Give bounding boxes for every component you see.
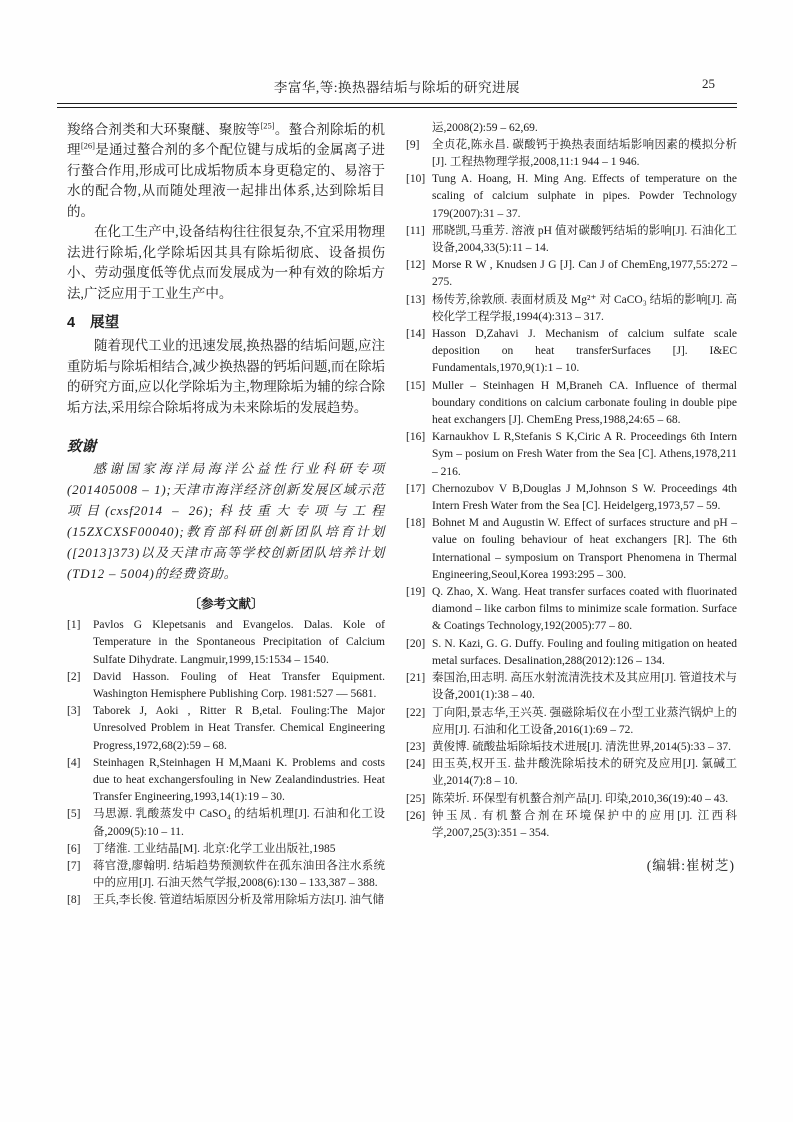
section-heading-outlook bbox=[67, 311, 385, 332]
reference-label bbox=[406, 120, 432, 137]
reference-text: 丁绪淮. 工业结晶[M]. 北京:化学工业出版社,1985 bbox=[93, 842, 336, 855]
header-double-rule bbox=[57, 103, 737, 108]
reference-label: [3] bbox=[67, 705, 81, 718]
reference-item bbox=[406, 378, 737, 430]
reference-label: [20] bbox=[406, 637, 426, 650]
reference-item bbox=[67, 755, 385, 807]
reference-text: Morse R W , Knudsen J G [J]. Can J of ChemEng,1977,55:272 – 275. bbox=[432, 259, 737, 289]
reference-label: [22] bbox=[406, 706, 426, 719]
reference-item bbox=[406, 429, 737, 481]
reference-item bbox=[67, 892, 385, 909]
reference-list-right bbox=[406, 120, 737, 843]
reference-item-continuation bbox=[406, 120, 737, 137]
reference-label: [14] bbox=[406, 328, 426, 341]
reference-text: Bohnet M and Augustin W. Effect of surfaces structure and pH – value on fouling behaviour of heat exchangers [R]. The 6th International – symposium on Transport Phenomena in Thermal Engineering,Seoul,Korea 1993:295 – 300. bbox=[432, 517, 737, 581]
reference-item bbox=[406, 739, 737, 756]
reference-label: [16] bbox=[406, 431, 426, 444]
reference-item bbox=[406, 670, 737, 704]
reference-text: 蒋官澄,廖翰明. 结垢趋势预测软件在孤东油田各注水系统中的应用[J]. 石油天然气学报,2008(6):130 – 133,387 – 388. bbox=[93, 859, 385, 890]
reference-text: 田玉英,权开玉. 盐井酸洗除垢技术的研究及应用[J]. 氯碱工业,2014(7):8 – 10. bbox=[432, 758, 737, 788]
content-columns bbox=[57, 120, 737, 910]
reference-item bbox=[406, 481, 737, 515]
reference-text: 秦国治,田志明. 高压水射流清洗技术及其应用[J]. 管道技术与设备,2001(1):38 – 40. bbox=[432, 672, 737, 702]
reference-item bbox=[67, 841, 385, 858]
reference-label: [13] bbox=[406, 293, 426, 306]
reference-label: [17] bbox=[406, 482, 426, 495]
reference-text: 陈荣圻. 环保型有机螯合剂产品[J]. 印染,2010,36(19):40 – 43. bbox=[432, 792, 729, 805]
reference-item bbox=[67, 858, 385, 892]
reference-item bbox=[67, 617, 385, 669]
reference-item bbox=[406, 515, 737, 584]
reference-label: [21] bbox=[406, 672, 426, 685]
reference-label: [2] bbox=[67, 670, 81, 683]
reference-label: [26] bbox=[406, 809, 426, 822]
reference-text: Pavlos G Klepetsanis and Evangelos. Dalas. Kole of Temperature in the Spontaneous Precipitation of Calcium Sulfate Dihydrate. Langmuir,1999,15:1534 – 1540. bbox=[93, 619, 385, 666]
citation-superscript-25: [25] bbox=[260, 120, 275, 131]
paragraph-text: 是通过螯合剂的多个配位键与成垢的金属离子进行螯合作用,形成可比成垢物质本身更稳定的、易溶于水的配合物,从而随处理液一起排出体系,达到除垢目的。 bbox=[67, 142, 386, 219]
editor-credit: (编辑:崔树芝) bbox=[646, 858, 735, 874]
reference-list-left bbox=[67, 617, 385, 909]
reference-text: 丁向阳,景志华,王兴英. 强磁除垢仪在小型工业蒸汽锅炉上的应用[J]. 石油和化工设备,2016(1):69 – 72. bbox=[432, 706, 737, 736]
reference-text: Karnaukhov L R,Stefanis S K,Ciric A R. Proceedings 6th Intern Sym – posium on Fresh Water from the Sea [C]. Athens,1978,211 – 216. bbox=[432, 431, 737, 478]
reference-label: [18] bbox=[406, 517, 426, 530]
reference-label: [12] bbox=[406, 259, 426, 272]
paragraph-outlook: 随着现代工业的迅速发展,换热器的结垢问题,应注重防垢与除垢相结合,减少换热器的钙垢问题,而在除垢的研究方面,应以化学除垢为主,物理除垢为辅的综合除垢方法,采用综合除垢将成为未来除垢的发展趋势。 bbox=[67, 338, 385, 415]
reference-item bbox=[406, 791, 737, 808]
reference-text: Taborek J, Aoki , Ritter R B,etal. Fouling:The Major Unresolved Problem in Heat Transfer. Chemical Engineering Progress,1972,68(2):59 – 68. bbox=[93, 705, 385, 752]
reference-text: 运,2008(2):59 – 62,69. bbox=[432, 121, 538, 134]
reference-text: 钟玉凤. 有机螯合剂在环境保护中的应用[J]. 江西科学,2007,25(3):351 – 354. bbox=[432, 809, 737, 839]
reference-label: [5] bbox=[67, 808, 81, 821]
reference-item bbox=[406, 257, 737, 291]
reference-label: [15] bbox=[406, 379, 426, 392]
reference-label: [24] bbox=[406, 758, 426, 771]
reference-label: [10] bbox=[406, 173, 426, 186]
reference-text: 杨传芳,徐敦颀. 表面材质及 Mg²⁺ 对 CaCO₃ 结垢的影响[J]. 高校化学工程学报,1994(4):313 – 317. bbox=[432, 293, 737, 323]
section-title: 展望 bbox=[90, 315, 120, 332]
reference-label: [8] bbox=[67, 894, 81, 907]
reference-item bbox=[67, 806, 385, 840]
reference-item bbox=[67, 703, 385, 755]
reference-label: [9] bbox=[406, 138, 420, 151]
reference-item bbox=[406, 326, 737, 378]
reference-text: Muller – Steinhagen H M,Braneh CA. Influence of thermal boundary conditions on calcium carbonate fouling in double pipe heat exchangers [J]. ChemEng Press,1988,24:65 – 68. bbox=[432, 379, 737, 427]
reference-text: David Hasson. Fouling of Heat Transfer Equipment. Washington Hemisphere Publishing Corp. 1981:527 — 5681. bbox=[93, 670, 385, 700]
right-column bbox=[406, 120, 737, 910]
reference-label: [1] bbox=[67, 619, 81, 632]
reference-label: [11] bbox=[406, 224, 425, 237]
section-number: 4 bbox=[67, 315, 76, 332]
paragraph-chemical-descaling: 在化工生产中,设备结构往往很复杂,不宜采用物理法进行除垢,化学除垢因其具有除垢彻底、设备损伤小、劳动强度低等优点而发展成为一种有效的除垢方法,广泛应用于工业生产中。 bbox=[67, 224, 385, 301]
reference-item bbox=[406, 705, 737, 739]
acknowledgement-heading: 致谢 bbox=[67, 439, 96, 456]
reference-text: Tung A. Hoang, H. Ming Ang. Effects of temperature on the scaling of calcium sulphate in pipes. Powder Technology 179(2007):31 – 37. bbox=[432, 173, 737, 220]
reference-label: [19] bbox=[406, 586, 426, 599]
reference-text: 马思源. 乳酸蒸发中 CaSO₄ 的结垢机理[J]. 石油和化工设备,2009(5):10 – 11. bbox=[93, 808, 385, 838]
page-content bbox=[57, 0, 737, 910]
reference-item bbox=[406, 584, 737, 636]
reference-item bbox=[67, 669, 385, 703]
citation-superscript-26: [26] bbox=[80, 140, 95, 151]
reference-text: Q. Zhao, X. Wang. Heat transfer surfaces coated with fluorinated diamond – like carbon films to minimize scale formation. Surface & Coatings Technology,192(2005):77 – 80. bbox=[432, 586, 737, 633]
reference-label: [7] bbox=[67, 859, 81, 872]
reference-item bbox=[406, 171, 737, 223]
page-header bbox=[57, 76, 737, 96]
reference-item bbox=[406, 292, 737, 326]
reference-item bbox=[406, 808, 737, 842]
page-number: 25 bbox=[702, 76, 715, 91]
reference-label: [4] bbox=[67, 756, 81, 769]
reference-text: 王兵,李长俊. 管道结垢原因分析及常用除垢方法[J]. 油气储 bbox=[93, 894, 385, 907]
reference-item bbox=[406, 223, 737, 257]
running-title: 李富华,等:换热器结垢与除垢的研究进展 bbox=[273, 80, 521, 95]
reference-text: Hasson D,Zahavi J. Mechanism of calcium sulfate scale deposition on heat transferSurfaces [J]. I&EC Fundamentals,1970,9(1):1 – 10. bbox=[432, 328, 737, 375]
paragraph-chelation bbox=[67, 120, 385, 223]
paragraph-text: 羧络合剂类和大环聚醚、聚胺等 bbox=[67, 121, 261, 137]
reference-text: 黄俊博. 硫酸盐垢除垢技术进展[J]. 清洗世界,2014(5):33 – 37. bbox=[432, 740, 731, 753]
reference-text: Chernozubov V B,Douglas J M,Johnson S W. Proceedings 4th Intern Fresh Water from the Sea [C]. Heidelgerg,1973,57 – 59. bbox=[432, 482, 737, 513]
reference-label: [25] bbox=[406, 792, 426, 805]
reference-label: [23] bbox=[406, 740, 426, 753]
acknowledgement-text: 感谢国家海洋局海洋公益性行业科研专项(201405008 – 1);天津市海洋经济创新发展区域示范项目(cxsf2014 – 26);科技重大专项与工程(15ZXCXSF00040);教育部科研创新团队培育计划([2013]373)以及天津市高等学校创新团队培养计划(TD12 – 5004)的经费资助。 bbox=[67, 461, 385, 582]
paragraph-text: 。螯合剂除垢的机理 bbox=[67, 121, 386, 158]
reference-text: Steinhagen R,Steinhagen H M,Maani K. Problems and costs due to heat exchangersfouling in New Zealandindustries. Heat Transfer Engineering,1993,14(1):19 – 30. bbox=[93, 756, 385, 804]
reference-item bbox=[406, 137, 737, 171]
reference-item bbox=[406, 636, 737, 670]
reference-label: [6] bbox=[67, 842, 81, 855]
reference-text: 邢晓凯,马重芳. 溶液 pH 值对碳酸钙结垢的影响[J]. 石油化工设备,2004,33(5):11 – 14. bbox=[432, 224, 737, 255]
references-heading: 〔参考文献〕 bbox=[188, 597, 264, 612]
reference-item bbox=[406, 756, 737, 790]
reference-text: 全贞花,陈永昌. 碳酸钙于换热表面结垢影响因素的模拟分析[J]. 工程热物理学报,2008,11:1 944 – 1 946. bbox=[432, 138, 737, 168]
reference-text: S. N. Kazi, G. G. Duffy. Fouling and fouling mitigation on heated metal surfaces. Desalination,288(2012):126 – 134. bbox=[432, 637, 737, 667]
left-column bbox=[67, 120, 385, 910]
